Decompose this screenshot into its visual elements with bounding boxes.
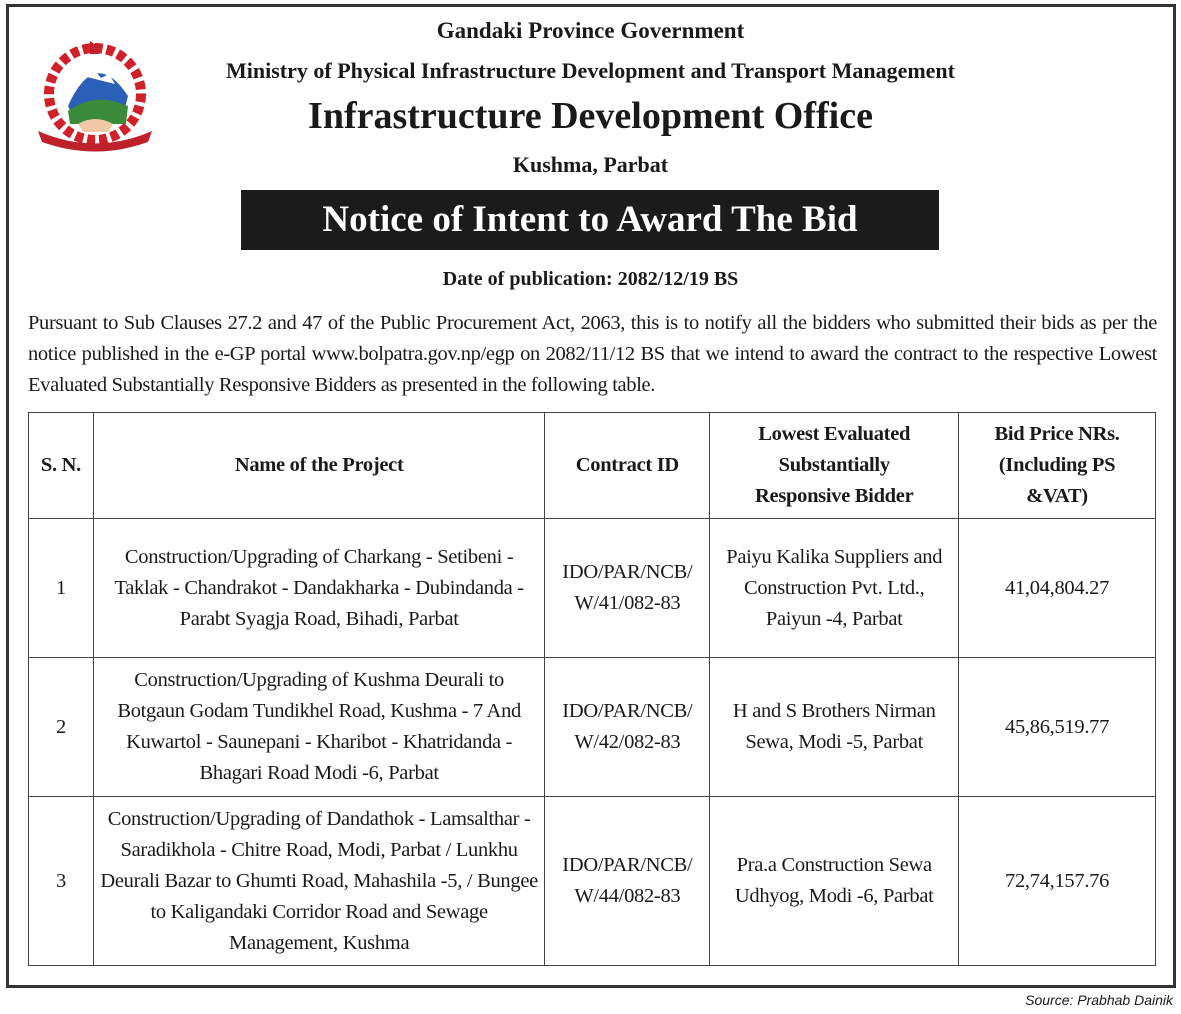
cell-bidder: H and S Brothers Nirman Sewa, Modi -5, Parbat <box>710 658 959 797</box>
ministry-name: Ministry of Physical Infrastructure Development and Transport Management <box>226 58 955 83</box>
header-sn: S. N. <box>29 413 94 519</box>
cell-contract-id: IDO/PAR/NCB/ W/44/082-83 <box>545 797 710 966</box>
notice-paragraph: Pursuant to Sub Clauses 27.2 and 47 of the Public Procurement Act, 2063, this is to notify all the bidders who submitted their bids as per the notice published in the e-GP portal www.bolpatra.gov.np/egp on 2082/11/12 BS that we intend to award the contract to the respective Lowest Evaluated Substantially Responsive Bidders as presented in the following table. <box>28 312 1157 396</box>
cell-sn: 1 <box>29 519 94 658</box>
table-header-row <box>29 413 1156 519</box>
header-project: Name of the Project <box>93 413 544 519</box>
notice-title: Notice of Intent to Award The Bid <box>241 190 939 250</box>
header-bidder: Lowest Evaluated Substantially Responsive Bidder <box>710 413 959 519</box>
table-row <box>29 658 1156 797</box>
cell-contract-id: IDO/PAR/NCB/ W/41/082-83 <box>545 519 710 658</box>
award-table <box>28 412 1156 966</box>
cell-sn: 2 <box>29 658 94 797</box>
government-name: Gandaki Province Government <box>436 18 745 43</box>
cell-bid-price: 45,86,519.77 <box>959 658 1156 797</box>
source-credit: Source: Prabhab Dainik <box>1025 992 1173 1008</box>
cell-project: Construction/Upgrading of Kushma Deurali to Botgaun Godam Tundikhel Road, Kushma - 7 And Kuwartol - Saunepani - Kharibot - Khatridanda - Bhagari Road Modi -6, Parbat <box>93 658 544 797</box>
publication-date: Date of publication: 2082/12/19 BS <box>442 268 739 290</box>
office-location: Kushma, Parbat <box>512 152 669 177</box>
cell-bid-price: 72,74,157.76 <box>959 797 1156 966</box>
cell-sn: 3 <box>29 797 94 966</box>
cell-project: Construction/Upgrading of Dandathok - Lamsalthar - Saradikhola - Chitre Road, Modi, Parbat / Lunkhu Deurali Bazar to Ghumti Road, Mahashila -5, / Bungee to Kaligandaki Corridor Road and Sewage Management, Kushma <box>93 797 544 966</box>
cell-bidder: Pra.a Construction Sewa Udhyog, Modi -6, Parbat <box>710 797 959 966</box>
office-name: Infrastructure Development Office <box>308 95 873 137</box>
cell-bidder: Paiyu Kalika Suppliers and Construction Pvt. Ltd., Paiyun -4, Parbat <box>710 519 959 658</box>
cell-contract-id: IDO/PAR/NCB/ W/42/082-83 <box>545 658 710 797</box>
table-row <box>29 519 1156 658</box>
header-contract-id: Contract ID <box>545 413 710 519</box>
table-row <box>29 797 1156 966</box>
cell-project: Construction/Upgrading of Charkang - Setibeni - Taklak - Chandrakot - Dandakharka - Dubindanda - Parabt Syagja Road, Bihadi, Parbat <box>93 519 544 658</box>
cell-bid-price: 41,04,804.27 <box>959 519 1156 658</box>
header-bid-price: Bid Price NRs. (Including PS &VAT) <box>959 413 1156 519</box>
